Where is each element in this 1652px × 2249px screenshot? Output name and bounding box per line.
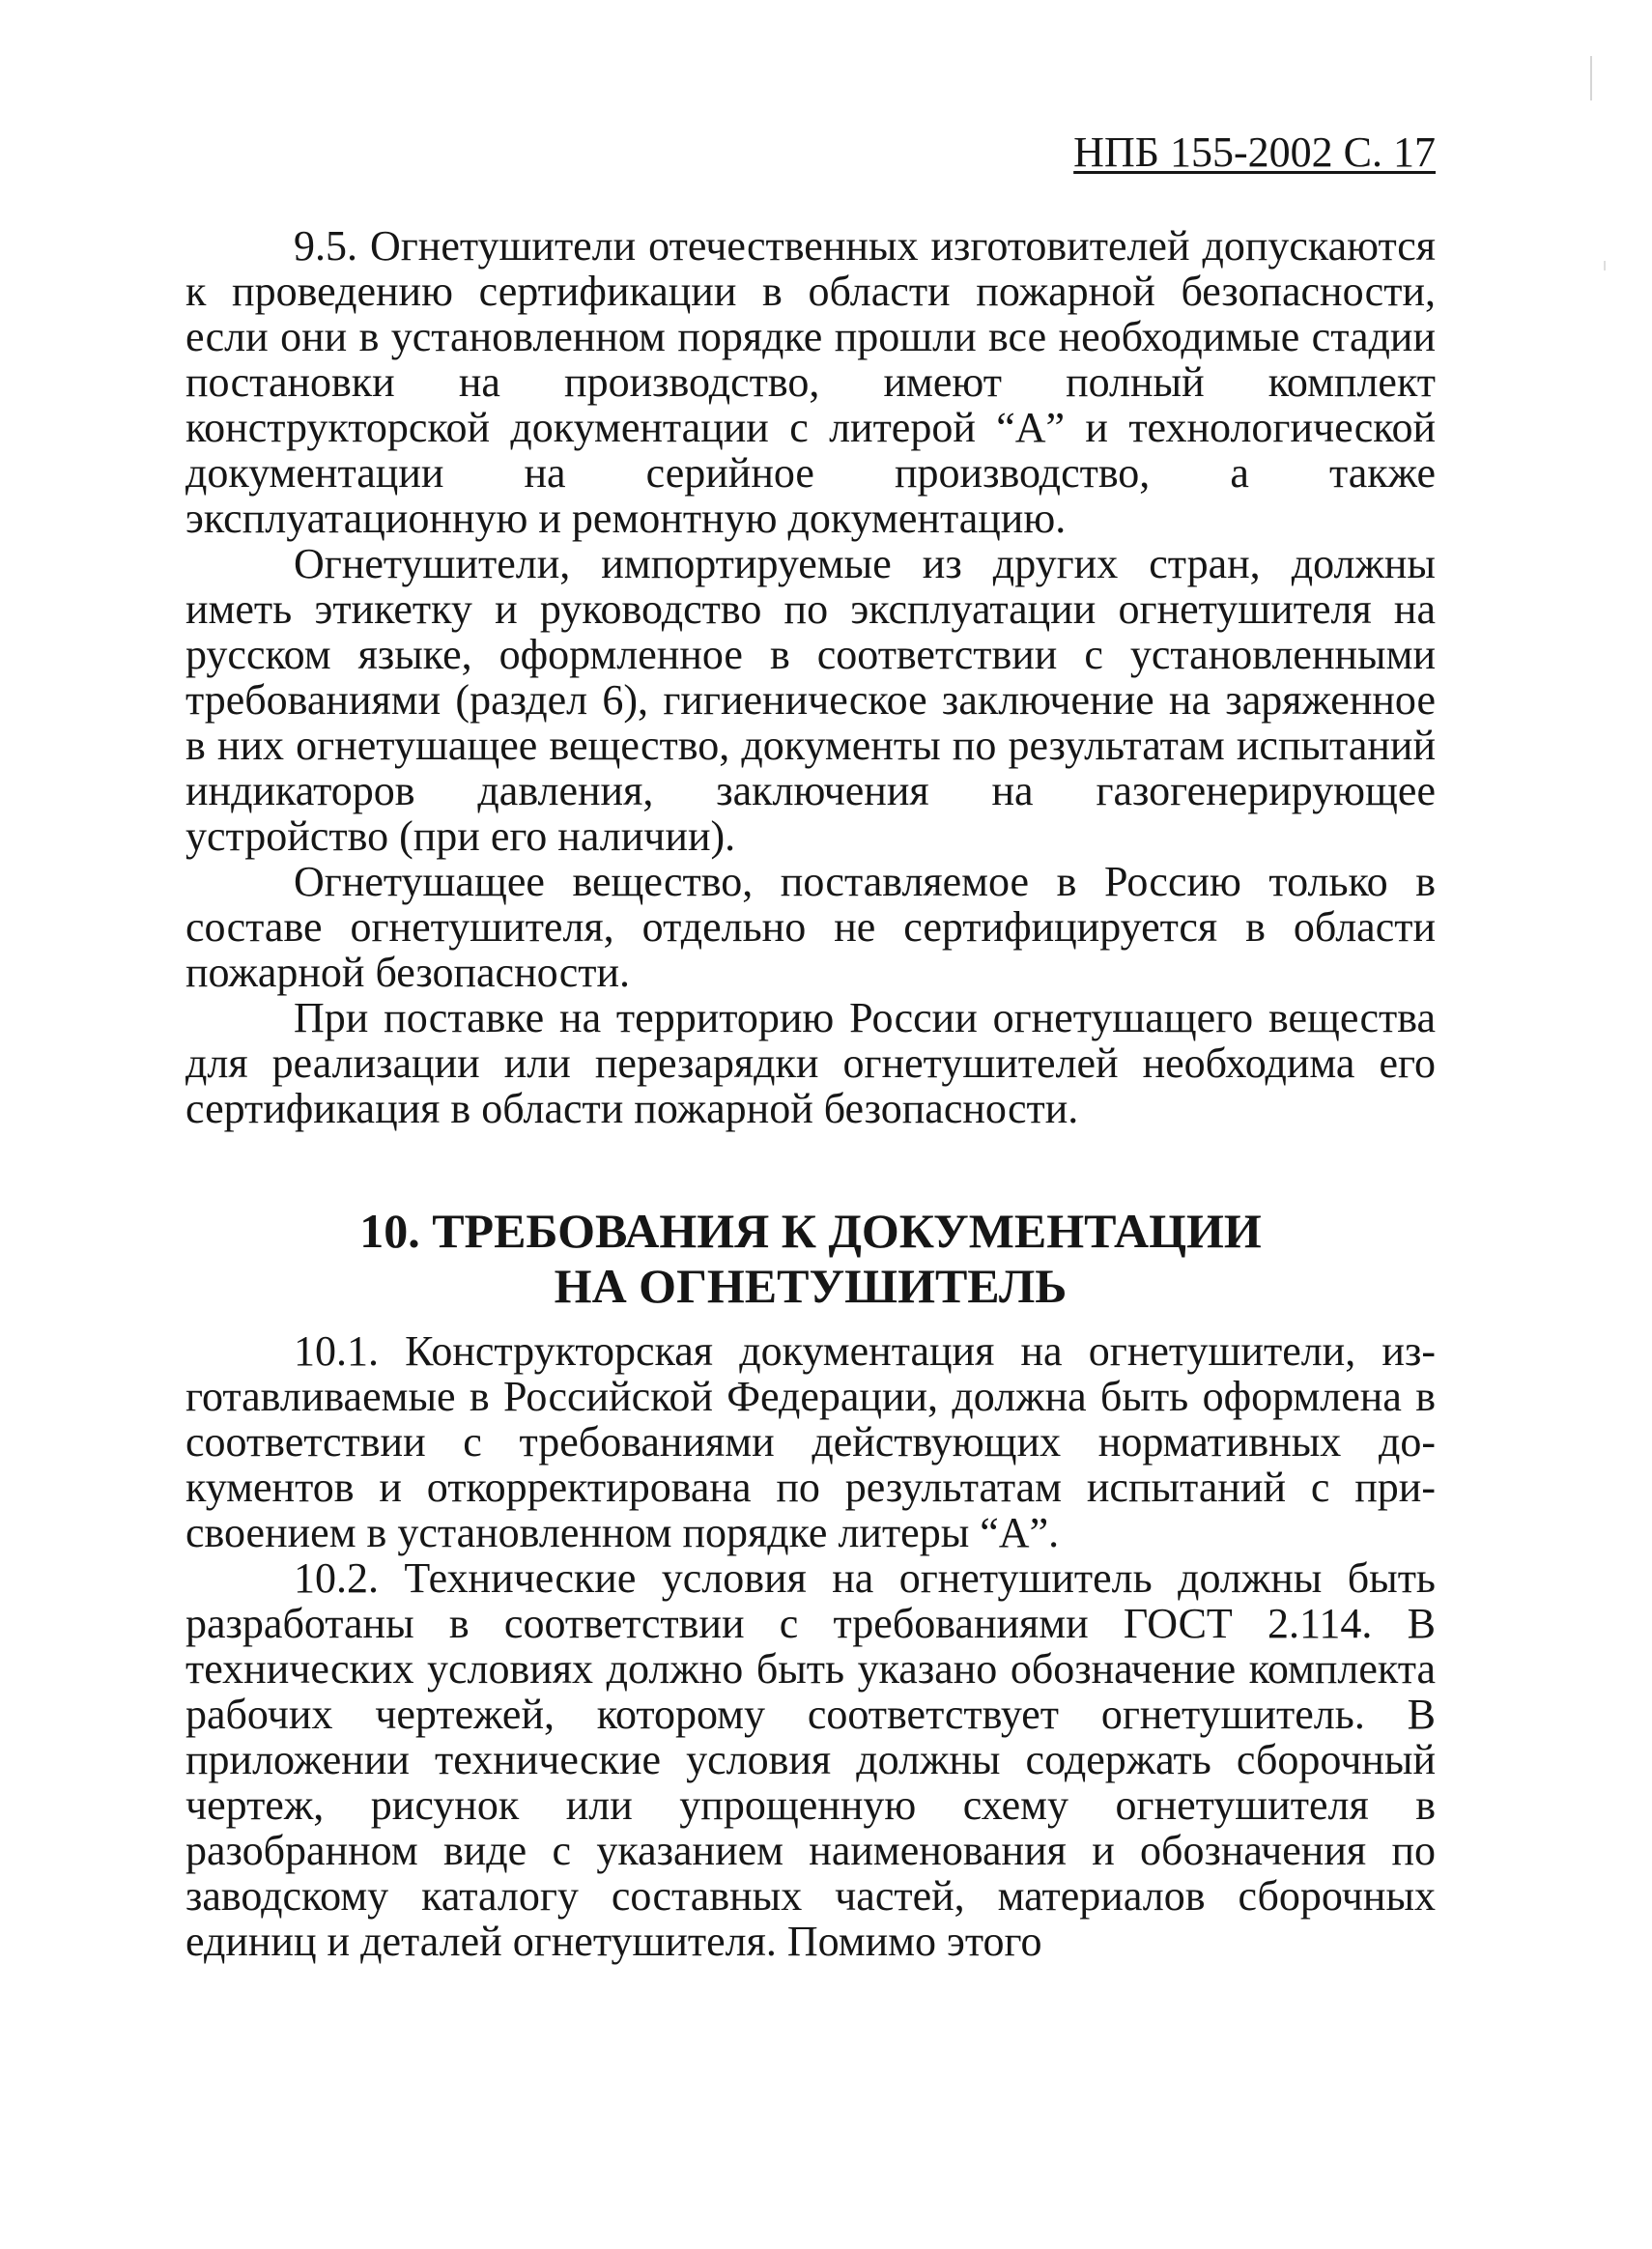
section-10 (185, 1328, 1436, 1964)
section-heading (185, 1204, 1436, 1314)
section-heading-line: НА ОГНЕТУШИТЕЛЬ (554, 1259, 1068, 1313)
running-header: НПБ 155-2002 С. 17 (1073, 128, 1436, 176)
section-heading-line: 10. ТРЕБОВАНИЯ К ДОКУМЕНТАЦИИ (359, 1204, 1262, 1258)
scan-artifact (1604, 261, 1606, 270)
section-9-5 (185, 223, 1436, 1131)
scan-artifact (1590, 56, 1592, 100)
paragraph: 10.1. Конструкторская документация на огнетушители, изготавливаемые в Российской Федерации, должна быть оформлена в соответствии с требованиями действующих нормативных документов и откорректирована по результатам испытаний с присвоением в установленном порядке литеры “А”. (185, 1327, 1436, 1556)
paragraph: 9.5. Огнетушители отечественных изготовителей допускаются к проведению сертификации в области пожарной безопасности, если они в установленном порядке прошли все необходимые стадии постановки на производство, имеют полный комплект конструкторской документации с литерой “А” и технологической документации на серийное производство, а также эксплуатационную и ремонтную документацию. (185, 222, 1436, 542)
paragraph: Огнетушители, импортируемые из других стран, должны иметь этикетку и руководство по эксплуатации огнетушителя на русском языке, оформленное в соответствии с установленными требованиями (раздел 6), гигиеническое заключение на заряженное в них огнетушащее вещество, документы по результатам испытаний индикаторов давления, заключения на газогенерирующее устройство (при его наличии). (185, 540, 1436, 860)
paragraph: При поставке на территорию России огнетушащего вещества для реализации или перезарядки огнетушителей необходима его сертификация в области пожарной безопасности. (185, 994, 1436, 1132)
paragraph: Огнетушащее вещество, поставляемое в Россию только в составе огнетушителя, отдельно не сертифицируется в области пожарной безопасности. (185, 858, 1436, 996)
paragraph: 10.2. Технические условия на огнетушитель должны быть разработаны в соответствии с требованиями ГОСТ 2.114. В технических условиях должно быть указано обозначение комплекта рабочих чертежей, которому соответствует огнетушитель. В приложении технические условия должны содержать сборочный чертеж, рисунок или упрощенную схему огнетушителя в разобранном виде с указанием наименования и обозначения по заводскому каталогу составных частей, материалов сборочных единиц и деталей огнетушителя. Помимо этого (185, 1554, 1436, 1965)
